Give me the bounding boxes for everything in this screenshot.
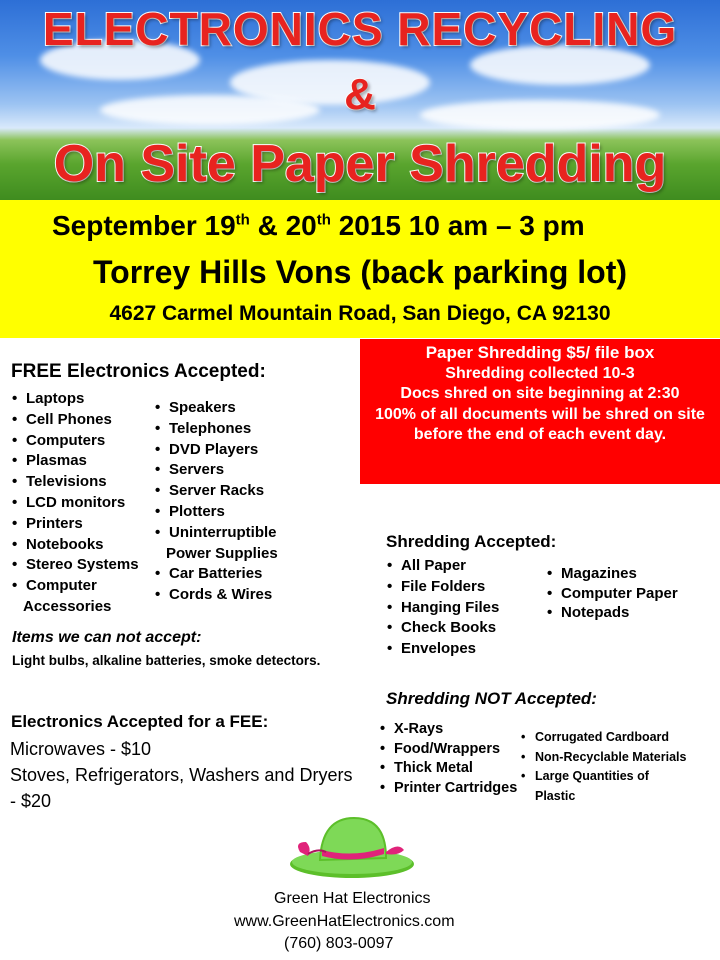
list-item: • All Paper <box>387 556 499 577</box>
list-item-continuation: Accessories <box>23 597 112 615</box>
footer-contact <box>234 888 455 956</box>
list-item: • Servers <box>155 460 278 481</box>
event-address: 4627 Carmel Mountain Road, San Diego, CA 92130 <box>109 302 611 325</box>
list-item: • Computer Paper <box>547 584 678 604</box>
list-item-text: Large Quantities of <box>535 769 649 783</box>
list-item-continuation: Power Supplies <box>166 544 278 562</box>
company-name: Green Hat Electronics <box>274 890 431 907</box>
list-item: • Printer Cartridges <box>380 779 517 799</box>
list-item <box>155 523 278 565</box>
list-item: • Hanging Files <box>387 598 499 619</box>
date-suffix: th <box>316 211 331 229</box>
list-item: • File Folders <box>387 577 499 598</box>
paper-shredding-price: Paper Shredding $5/ file box <box>425 343 655 362</box>
list-item <box>12 576 139 618</box>
list-item: • Computers <box>12 431 139 452</box>
list-item: • Plotters <box>155 502 278 523</box>
list-item: • Notepads <box>547 603 678 623</box>
shredding-not-accepted-list-2 <box>521 728 686 806</box>
title-paper-shredding: On Site Paper Shredding <box>53 135 667 193</box>
list-item: • X-Rays <box>380 720 517 740</box>
list-item: • Telephones <box>155 419 278 440</box>
list-item: • Stereo Systems <box>12 555 139 576</box>
list-item: • Non-Recyclable Materials <box>521 748 686 768</box>
list-item-text: Computer <box>26 577 97 595</box>
list-item-continuation: Plastic <box>535 788 576 803</box>
shredding-start-time: Docs shred on site beginning at 2:30 <box>400 385 680 402</box>
shredding-not-accepted-heading: Shredding NOT Accepted: <box>386 689 597 708</box>
fee-large-appliances: Stoves, Refrigerators, Washers and Dryers - $20 <box>10 765 353 811</box>
list-item-text: Uninterruptible <box>169 523 277 541</box>
event-venue: Torrey Hills Vons (back parking lot) <box>92 254 628 290</box>
free-electronics-list-2 <box>155 398 278 606</box>
date-text: & 20 <box>249 210 317 241</box>
header-banner <box>0 0 720 200</box>
list-item: • LCD monitors <box>12 493 139 514</box>
shredding-accepted-list-2 <box>547 564 678 623</box>
shredding-guarantee: 100% of all documents will be shred on site before the end of each event day. <box>375 405 705 443</box>
list-item: • Speakers <box>155 398 278 419</box>
list-item: • Corrugated Cardboard <box>521 728 686 748</box>
shredding-not-accepted-list-1 <box>380 720 517 798</box>
event-info-band <box>0 200 720 338</box>
list-item: • Food/Wrappers <box>380 740 517 760</box>
list-item: • Televisions <box>12 472 139 493</box>
list-item: • Envelopes <box>387 639 499 660</box>
date-text: September 19 <box>52 210 236 241</box>
list-item: • Notebooks <box>12 535 139 556</box>
fee-microwaves: Microwaves - $10 <box>10 739 152 759</box>
list-item <box>521 767 686 806</box>
list-item: • Cords & Wires <box>155 585 278 606</box>
date-suffix: th <box>235 211 250 229</box>
shredding-accepted-heading: Shredding Accepted: <box>386 532 557 551</box>
date-time-text: 2015 10 am – 3 pm <box>330 210 585 241</box>
title-ampersand: & <box>344 70 376 119</box>
title-electronics-recycling: ELECTRONICS RECYCLING <box>42 3 678 55</box>
list-item: • Thick Metal <box>380 759 517 779</box>
list-item: • Check Books <box>387 618 499 639</box>
phone-number: (760) 803-0097 <box>284 935 394 952</box>
fee-heading: Electronics Accepted for a FEE: <box>11 712 269 731</box>
list-item: • Magazines <box>547 564 678 584</box>
list-item: • Printers <box>12 514 139 535</box>
free-electronics-heading: FREE Electronics Accepted: <box>11 361 266 382</box>
list-item: • Plasmas <box>12 451 139 472</box>
cannot-accept-text: Light bulbs, alkaline batteries, smoke detectors. <box>12 653 321 668</box>
green-hat-logo-icon <box>282 812 422 882</box>
list-item: • DVD Players <box>155 440 278 461</box>
list-item: • Car Batteries <box>155 564 278 585</box>
cannot-accept-heading: Items we can not accept: <box>12 629 202 646</box>
fee-details <box>10 736 355 814</box>
free-electronics-list-1 <box>12 389 139 618</box>
list-item: • Cell Phones <box>12 410 139 431</box>
paper-shredding-box <box>360 339 720 484</box>
event-date <box>52 210 585 242</box>
list-item: • Laptops <box>12 389 139 410</box>
list-item: • Server Racks <box>155 481 278 502</box>
shredding-collected: Shredding collected 10-3 <box>445 364 635 382</box>
shredding-accepted-list-1 <box>387 556 499 660</box>
website-link[interactable]: www.GreenHatElectronics.com <box>234 912 455 930</box>
